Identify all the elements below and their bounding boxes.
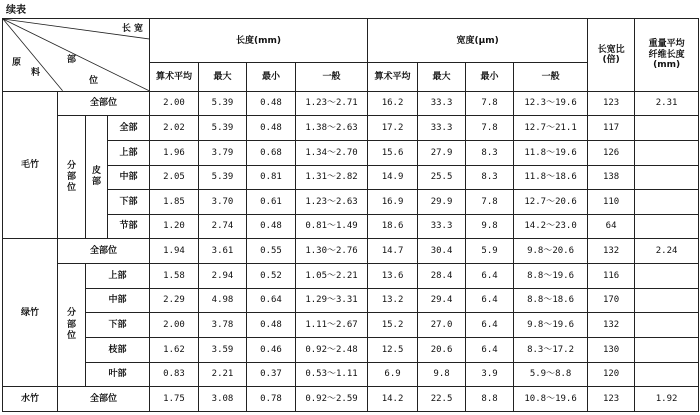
value-cell: [635, 214, 699, 239]
value-cell: 33.3: [418, 91, 466, 116]
value-cell: 29.4: [418, 288, 466, 313]
value-cell: 1.58: [150, 264, 199, 289]
value-cell: 0.48: [247, 91, 296, 116]
value-cell: 8.3: [466, 165, 514, 190]
value-cell: 33.3: [418, 116, 466, 141]
value-cell: 9.8: [418, 362, 466, 387]
sub-part-label: [58, 264, 86, 387]
sub-part-label: [58, 116, 86, 239]
value-cell: 2.00: [150, 91, 199, 116]
value-cell: 8.8～18.6: [514, 288, 588, 313]
table-row: [3, 288, 699, 313]
sub-part-label-char: 部: [66, 319, 76, 330]
value-cell: 3.08: [199, 387, 247, 412]
value-cell: 1.29～3.31: [296, 288, 368, 313]
value-cell: 3.59: [199, 337, 247, 362]
width-group-header: 宽度(μm): [368, 19, 588, 63]
value-cell: 14.9: [368, 165, 418, 190]
value-cell: [635, 165, 699, 190]
value-cell: 1.85: [150, 190, 199, 215]
value-cell: 1.05～2.21: [296, 264, 368, 289]
value-cell: 3.78: [199, 313, 247, 338]
length-group-header: 长度(mm): [150, 19, 368, 63]
value-cell: 0.55: [247, 239, 296, 264]
corner-label-left1: 原: [12, 58, 22, 68]
value-cell: 10.8～19.6: [514, 387, 588, 412]
value-cell: 30.4: [418, 239, 466, 264]
value-cell: 116: [588, 264, 635, 289]
value-cell: 1.23～2.71: [296, 91, 368, 116]
value-cell: 1.96: [150, 140, 199, 165]
corner-label-mid: 部: [67, 55, 77, 65]
value-cell: 6.4: [466, 288, 514, 313]
value-cell: 7.8: [466, 116, 514, 141]
sub-part-label-char: 部: [66, 171, 76, 182]
table-row: [3, 91, 699, 116]
value-cell: 123: [588, 91, 635, 116]
value-cell: [635, 313, 699, 338]
value-cell: 14.2: [368, 387, 418, 412]
value-cell: 0.81～1.49: [296, 214, 368, 239]
table-row: [3, 387, 699, 412]
value-cell: 11.8～19.6: [514, 140, 588, 165]
value-cell: 0.78: [247, 387, 296, 412]
value-cell: 0.92～2.48: [296, 337, 368, 362]
value-cell: 25.5: [418, 165, 466, 190]
value-cell: 0.53～1.11: [296, 362, 368, 387]
value-cell: 1.62: [150, 337, 199, 362]
value-cell: 2.24: [635, 239, 699, 264]
value-cell: 2.94: [199, 264, 247, 289]
table-row: [3, 239, 699, 264]
value-cell: 0.81: [247, 165, 296, 190]
value-cell: 1.34～2.70: [296, 140, 368, 165]
value-cell: 9.8～20.6: [514, 239, 588, 264]
fiber-dimension-table: [2, 18, 699, 412]
value-cell: 2.21: [199, 362, 247, 387]
value-cell: 7.8: [466, 190, 514, 215]
value-cell: 0.52: [247, 264, 296, 289]
value-cell: 18.6: [368, 214, 418, 239]
value-cell: 12.7～21.1: [514, 116, 588, 141]
value-cell: 0.48: [247, 214, 296, 239]
value-cell: 0.64: [247, 288, 296, 313]
subheader-cell: 算术平均: [150, 63, 199, 91]
value-cell: 9.8～19.6: [514, 313, 588, 338]
all-parts-label: 全部位: [58, 239, 150, 264]
value-cell: 8.8～19.6: [514, 264, 588, 289]
value-cell: 14.7: [368, 239, 418, 264]
value-cell: 1.31～2.82: [296, 165, 368, 190]
table-row: [3, 337, 699, 362]
value-cell: 4.98: [199, 288, 247, 313]
value-cell: 2.74: [199, 214, 247, 239]
value-cell: 20.6: [418, 337, 466, 362]
value-cell: 2.00: [150, 313, 199, 338]
value-cell: 0.48: [247, 313, 296, 338]
value-cell: 170: [588, 288, 635, 313]
value-cell: 29.9: [418, 190, 466, 215]
weighted-length-header: 重量平均 纤维长度 (mm): [635, 19, 699, 92]
value-cell: 3.79: [199, 140, 247, 165]
sub-part-label-char: 位: [66, 330, 76, 341]
part-label: 叶部: [86, 362, 150, 387]
value-cell: 2.05: [150, 165, 199, 190]
value-cell: 8.3～17.2: [514, 337, 588, 362]
value-cell: 1.94: [150, 239, 199, 264]
value-cell: 0.61: [247, 190, 296, 215]
part-label: 上部: [86, 264, 150, 289]
value-cell: 22.5: [418, 387, 466, 412]
corner-label-top: 长 宽: [121, 24, 143, 34]
value-cell: 6.9: [368, 362, 418, 387]
subheader-cell: 一般: [514, 63, 588, 91]
value-cell: 138: [588, 165, 635, 190]
subheader-cell: 算术平均: [368, 63, 418, 91]
value-cell: 0.83: [150, 362, 199, 387]
value-cell: 110: [588, 190, 635, 215]
value-cell: 5.39: [199, 116, 247, 141]
value-cell: 7.8: [466, 91, 514, 116]
value-cell: 2.29: [150, 288, 199, 313]
value-cell: 27.0: [418, 313, 466, 338]
sub-part-label-char: 分: [66, 160, 76, 171]
value-cell: 1.75: [150, 387, 199, 412]
value-cell: 0.46: [247, 337, 296, 362]
ratio-header: 长宽比 (倍): [588, 19, 635, 92]
value-cell: 33.3: [418, 214, 466, 239]
table-caption: 续表: [6, 5, 26, 16]
value-cell: 13.2: [368, 288, 418, 313]
value-cell: 8.3: [466, 140, 514, 165]
value-cell: 132: [588, 313, 635, 338]
value-cell: 17.2: [368, 116, 418, 141]
value-cell: 130: [588, 337, 635, 362]
value-cell: 3.61: [199, 239, 247, 264]
part-label: 下部: [108, 190, 150, 215]
table-row: [3, 140, 699, 165]
value-cell: 2.31: [635, 91, 699, 116]
part-label: 节部: [108, 214, 150, 239]
table-row: [3, 214, 699, 239]
skin-part-label-char: 部: [91, 177, 101, 188]
subheader-cell: 最小: [466, 63, 514, 91]
part-label: 枝部: [86, 337, 150, 362]
part-label: 上部: [108, 140, 150, 165]
value-cell: 120: [588, 362, 635, 387]
material-cell: 水竹: [3, 387, 58, 412]
value-cell: 27.9: [418, 140, 466, 165]
material-cell: 绿竹: [3, 239, 58, 387]
value-cell: 12.3～19.6: [514, 91, 588, 116]
table-row: [3, 165, 699, 190]
value-cell: 11.8～18.6: [514, 165, 588, 190]
value-cell: 15.2: [368, 313, 418, 338]
table-row: [3, 362, 699, 387]
sub-part-label-char: 位: [66, 183, 76, 194]
table-row: [3, 264, 699, 289]
value-cell: 5.9～8.8: [514, 362, 588, 387]
subheader-cell: 最大: [199, 63, 247, 91]
value-cell: 8.8: [466, 387, 514, 412]
value-cell: 126: [588, 140, 635, 165]
part-label: 下部: [86, 313, 150, 338]
value-cell: 16.2: [368, 91, 418, 116]
value-cell: 5.39: [199, 91, 247, 116]
value-cell: 6.4: [466, 337, 514, 362]
part-label: 中部: [86, 288, 150, 313]
value-cell: [635, 288, 699, 313]
value-cell: 2.02: [150, 116, 199, 141]
value-cell: 1.38～2.63: [296, 116, 368, 141]
value-cell: 1.20: [150, 214, 199, 239]
value-cell: 12.7～20.6: [514, 190, 588, 215]
subheader-cell: 最小: [247, 63, 296, 91]
value-cell: 0.37: [247, 362, 296, 387]
value-cell: 0.48: [247, 116, 296, 141]
value-cell: 12.5: [368, 337, 418, 362]
all-parts-label: 全部位: [58, 91, 150, 116]
corner-label-left2: 料: [31, 68, 41, 78]
value-cell: 117: [588, 116, 635, 141]
value-cell: [635, 140, 699, 165]
all-parts-label: 全部位: [58, 387, 150, 412]
value-cell: 1.92: [635, 387, 699, 412]
value-cell: 15.6: [368, 140, 418, 165]
value-cell: 123: [588, 387, 635, 412]
part-label: 中部: [108, 165, 150, 190]
value-cell: [635, 190, 699, 215]
table-row: [3, 313, 699, 338]
part-label: 全部: [108, 116, 150, 141]
value-cell: [635, 264, 699, 289]
value-cell: 14.2～23.0: [514, 214, 588, 239]
value-cell: 1.23～2.63: [296, 190, 368, 215]
value-cell: 6.4: [466, 313, 514, 338]
value-cell: 0.92～2.59: [296, 387, 368, 412]
subheader-cell: 最大: [418, 63, 466, 91]
value-cell: 5.39: [199, 165, 247, 190]
value-cell: [635, 362, 699, 387]
corner-header: [3, 19, 150, 92]
value-cell: 1.30～2.76: [296, 239, 368, 264]
value-cell: 16.9: [368, 190, 418, 215]
value-cell: 9.8: [466, 214, 514, 239]
value-cell: 64: [588, 214, 635, 239]
value-cell: 132: [588, 239, 635, 264]
value-cell: 13.6: [368, 264, 418, 289]
subheader-cell: 一般: [296, 63, 368, 91]
skin-part-label-char: 皮: [91, 166, 101, 177]
skin-part-label: [86, 116, 108, 239]
value-cell: 6.4: [466, 264, 514, 289]
value-cell: 1.11～2.67: [296, 313, 368, 338]
value-cell: 5.9: [466, 239, 514, 264]
value-cell: 3.9: [466, 362, 514, 387]
value-cell: 3.70: [199, 190, 247, 215]
value-cell: 28.4: [418, 264, 466, 289]
material-cell: 毛竹: [3, 91, 58, 239]
value-cell: 0.68: [247, 140, 296, 165]
sub-part-label-char: 分: [66, 308, 76, 319]
table-row: [3, 190, 699, 215]
table-row: [3, 116, 699, 141]
value-cell: [635, 337, 699, 362]
value-cell: [635, 116, 699, 141]
corner-label-bottom: 位: [89, 76, 99, 86]
